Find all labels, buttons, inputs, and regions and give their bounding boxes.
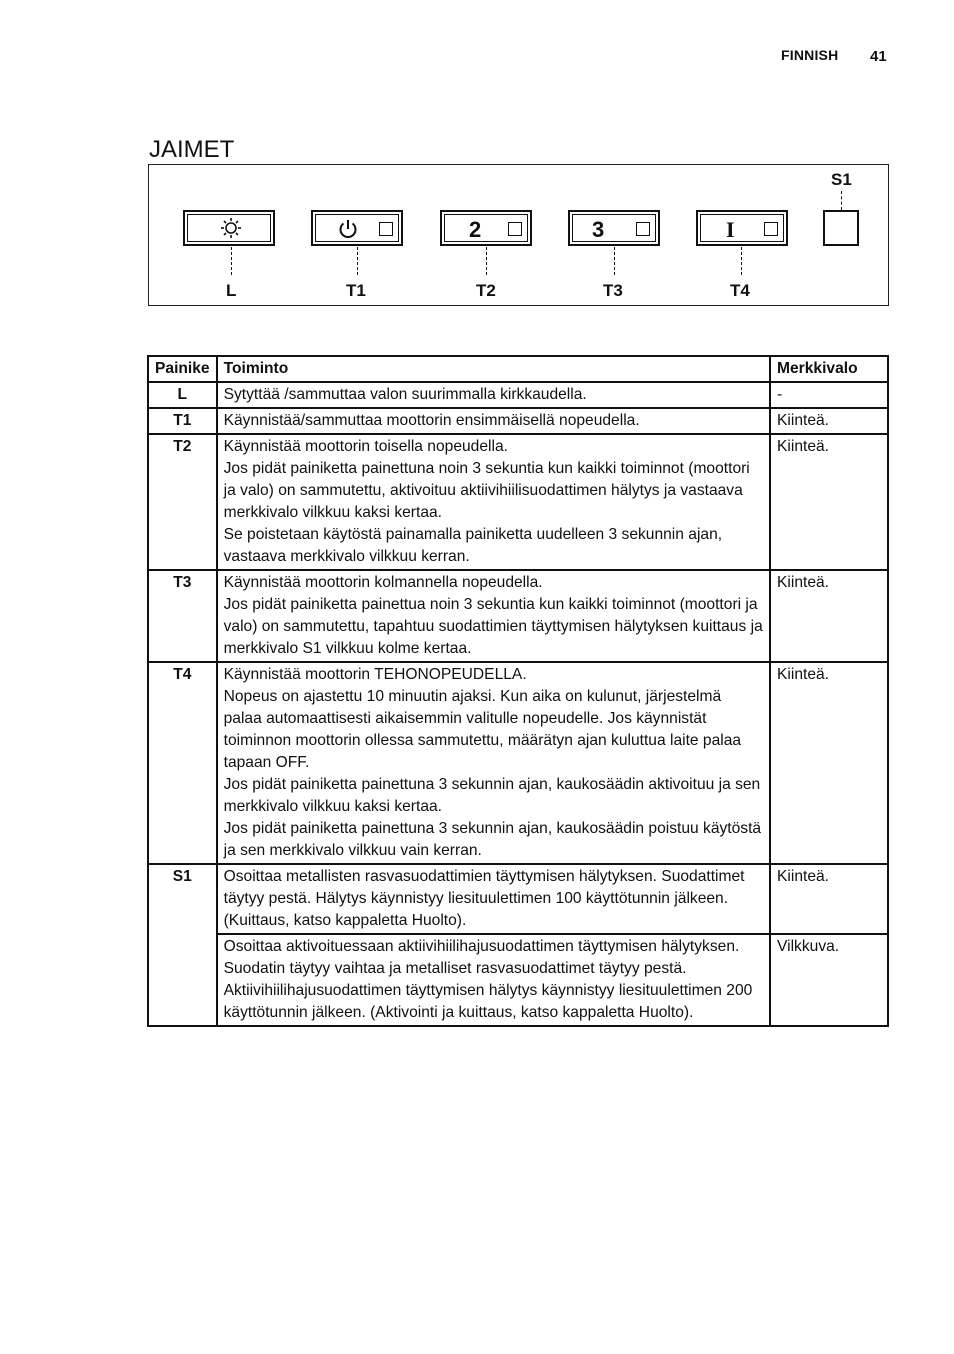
table-header-row	[148, 356, 888, 382]
function-line: Nopeus on ajastettu 10 minuutin ajaksi. Kun aika on kulunut, järjestelmä palaa automaattisesti aikaisemmin valitulle nopeudelle. Jos käynnistät toiminnon moottorin ollessa sammutettu, määrätyn ajan kuluttua laite palaa tapaan OFF.	[223, 688, 742, 771]
function-table	[147, 355, 889, 1027]
table-row	[148, 662, 888, 864]
indicator-square	[508, 222, 522, 236]
row-function	[217, 570, 770, 662]
sun-icon	[220, 217, 242, 244]
leader-line	[357, 247, 358, 275]
function-line: Jos pidät painiketta painettuna 3 sekunnin ajan, kaukosäädin aktivoituu ja sen merkkivalo vilkkuu kaksi kertaa.	[223, 776, 761, 815]
row-function	[217, 662, 770, 864]
button-l	[183, 210, 275, 246]
row-key: S1	[148, 864, 217, 1026]
row-key: T2	[148, 434, 217, 570]
leader-line	[231, 247, 232, 275]
function-line: Se poistetaan käytöstä painamalla painiketta uudelleen 3 sekunnin ajan, vastaava merkkivalo vilkkuu kerran.	[223, 526, 723, 565]
function-line: Käynnistää moottorin TEHONOPEUDELLA.	[223, 666, 527, 683]
indicator-square	[636, 222, 650, 236]
label-s1: S1	[831, 170, 852, 189]
button-t3	[568, 210, 660, 246]
page-number: 41	[870, 48, 887, 65]
table-row	[148, 934, 888, 1026]
table-row	[148, 864, 888, 934]
row-key: T1	[148, 408, 217, 434]
section-title: JAIMET	[149, 136, 235, 163]
row-indicator: Kiinteä.	[770, 662, 888, 864]
button-t1	[311, 210, 403, 246]
indicator-square	[764, 222, 778, 236]
button-t4	[696, 210, 788, 246]
table-row	[148, 382, 888, 408]
label-l: L	[226, 281, 237, 300]
control-panel-diagram	[148, 164, 889, 306]
leader-line	[841, 191, 842, 210]
row-key: L	[148, 382, 217, 408]
row-function	[217, 434, 770, 570]
function-line: Osoittaa metallisten rasvasuodattimien täyttymisen hälytyksen. Suodattimet täytyy pestä. Hälytys käynnistyy liesituulettimen 100 käyttötunnin jälkeen. (Kuittaus, katso kappaletta Huolto).	[223, 868, 745, 929]
table-row	[148, 408, 888, 434]
power-icon	[337, 218, 359, 245]
column-header-function: Toiminto	[217, 356, 770, 382]
label-t4: T4	[730, 281, 750, 300]
row-indicator: Kiinteä.	[770, 864, 888, 934]
button-symbol: 3	[592, 217, 605, 242]
function-line: Käynnistää moottorin toisella nopeudella.	[223, 438, 508, 455]
function-line: Käynnistää moottorin kolmannella nopeudella.	[223, 574, 543, 591]
button-symbol: 2	[469, 217, 482, 242]
function-line: Jos pidät painiketta painettua noin 3 sekuntia kun kaikki toiminnot (moottori ja valo) on sammutettu, tapahtuu suodattimien täyttymisen hälytyksen kuittaus ja merkkivalo S1 vilkkuu kolme kertaa.	[223, 596, 763, 657]
label-t2: T2	[476, 281, 496, 300]
row-indicator: Kiinteä.	[770, 570, 888, 662]
button-symbol: I	[726, 217, 735, 242]
table-row	[148, 434, 888, 570]
function-line: Jos pidät painiketta painettuna noin 3 sekuntia kun kaikki toiminnot (moottori ja valo) on sammutettu, aktivoituu aktiivihiilisuodattimen hälytys ja vastaava merkkivalo vilkkuu kaksi kertaa.	[223, 460, 750, 521]
row-function	[217, 408, 770, 434]
function-line: Osoittaa aktivoituessaan aktiivihiilihajusuodattimen täyttymisen hälytyksen. Suodatin täytyy vaihtaa ja metalliset rasvasuodattimet täytyy pestä. Aktiivihiilihajusuodattimen täyttymisen hälytys käynnistyy liesituulettimen 200 käyttötunnin jälkeen. (Aktivointi ja kuittaus, katso kappaletta Huolto).	[223, 938, 753, 1021]
row-key: T4	[148, 662, 217, 864]
leader-line	[614, 247, 615, 275]
row-indicator: Vilkkuva.	[770, 934, 888, 1026]
function-line: Käynnistää/sammuttaa moottorin ensimmäisellä nopeudella.	[223, 412, 640, 429]
function-line: Jos pidät painiketta painettuna 3 sekunnin ajan, kaukosäädin poistuu käytöstä ja sen merkkivalo vilkkuu vain kerran.	[223, 820, 762, 859]
row-function	[217, 934, 770, 1026]
button-t2	[440, 210, 532, 246]
row-indicator: Kiinteä.	[770, 408, 888, 434]
function-line: Sytyttää /sammuttaa valon suurimmalla kirkkaudella.	[223, 386, 587, 403]
label-t1: T1	[346, 281, 366, 300]
column-header-indicator: Merkkivalo	[770, 356, 888, 382]
indicator-s1-box	[823, 210, 859, 246]
header-language: FINNISH	[781, 47, 839, 63]
leader-line	[486, 247, 487, 275]
row-key: T3	[148, 570, 217, 662]
indicator-square	[379, 222, 393, 236]
label-t3: T3	[603, 281, 623, 300]
column-header-button: Painike	[148, 356, 217, 382]
row-function	[217, 864, 770, 934]
leader-line	[741, 247, 742, 275]
row-indicator: Kiinteä.	[770, 434, 888, 570]
row-indicator: -	[770, 382, 888, 408]
row-function	[217, 382, 770, 408]
table-row	[148, 570, 888, 662]
